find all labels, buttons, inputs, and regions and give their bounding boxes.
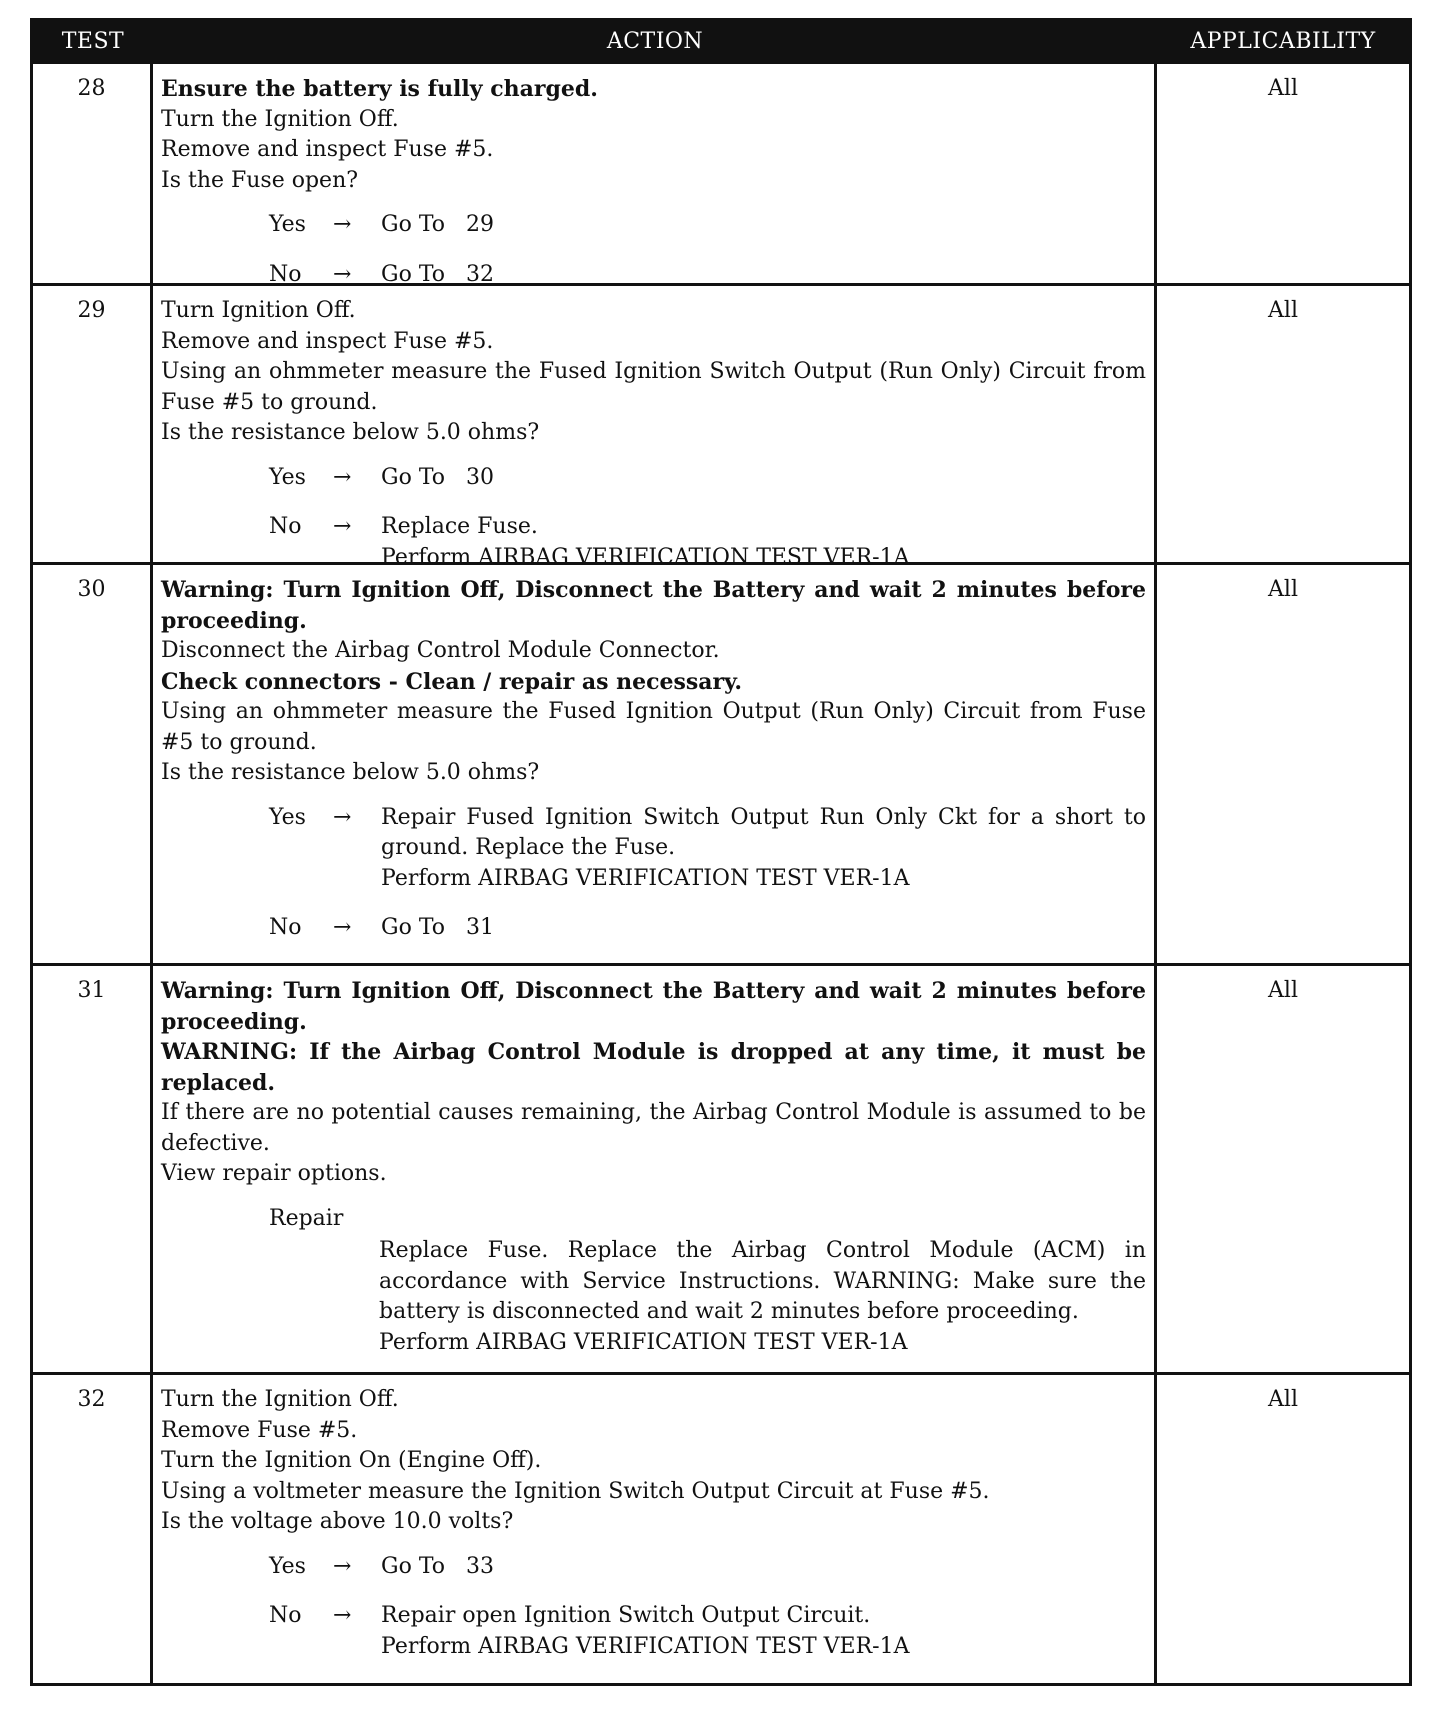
applicability-cell: All xyxy=(1268,298,1298,323)
no-choice xyxy=(161,512,1146,573)
no-result: Go To 31 xyxy=(381,915,494,940)
test-number: 28 xyxy=(33,64,153,302)
yes-choice xyxy=(161,1552,1146,1583)
action-line: Remove and inspect Fuse #5. xyxy=(161,328,494,354)
applicability-cell: All xyxy=(1268,76,1298,101)
repair-text: Replace Fuse. Replace the Airbag Control Module (ACM) in accordance with Service Instructions. WARNING: Make sure the battery is disconnected and wait 2 minutes before proceeding. Perform AIRBAG VERIFICATION TEST VER-1A xyxy=(379,1238,1146,1355)
choices xyxy=(161,210,1146,290)
action-line: Check connectors - Clean / repair as necessary. xyxy=(161,668,743,695)
action-line: Warning: Turn Ignition Off, Disconnect the Battery and wait 2 minutes before proceeding. xyxy=(161,978,1146,1035)
no-result: Go To 32 xyxy=(381,261,494,287)
action-line: Using a voltmeter measure the Ignition Switch Output Circuit at Fuse #5. xyxy=(161,1478,990,1504)
action-line: Turn the Ignition Off. xyxy=(161,1387,399,1412)
header-applicability: APPLICABILITY xyxy=(1190,28,1376,54)
action-line: Is the resistance below 5.0 ohms? xyxy=(161,420,540,445)
arrow-icon: → xyxy=(333,464,352,490)
choices xyxy=(161,803,1146,944)
no-label: No xyxy=(269,261,302,287)
test-number: 30 xyxy=(33,565,153,963)
yes-result: Repair Fused Ignition Switch Output Run Only Ckt for a short to ground. Replace the Fuse. Perform AIRBAG VERIFICATION TEST VER-1A xyxy=(381,804,1146,891)
arrow-icon: → xyxy=(333,261,352,287)
no-label: No xyxy=(269,915,302,940)
table-row xyxy=(33,61,1409,287)
action-line: Turn Ignition Off. xyxy=(161,298,356,323)
action-cell xyxy=(153,565,1157,963)
action-line: Turn the Ignition On (Engine Off). xyxy=(161,1448,542,1473)
action-line: If there are no potential causes remaining, the Airbag Control Module is assumed to be defective. xyxy=(161,1100,1146,1156)
no-choice xyxy=(161,913,1146,944)
yes-choice xyxy=(161,210,1146,241)
table-row xyxy=(33,283,1409,570)
diagnostic-table xyxy=(30,18,1412,1686)
arrow-icon: → xyxy=(333,804,352,830)
choices xyxy=(161,463,1146,574)
action-line: Turn the Ignition Off. xyxy=(161,106,399,132)
action-line: WARNING: If the Airbag Control Module is dropped at any time, it must be replaced. xyxy=(161,1039,1146,1096)
table-row xyxy=(33,963,1409,1372)
yes-result: Go To 29 xyxy=(381,212,494,237)
action-line: Warning: Turn Ignition Off, Disconnect the Battery and wait 2 minutes before proceeding. xyxy=(161,577,1146,634)
yes-result: Go To 33 xyxy=(381,1553,494,1579)
applicability-cell: All xyxy=(1268,978,1298,1003)
no-result: Replace Fuse. Perform AIRBAG VERIFICATION TEST VER-1A xyxy=(381,514,910,570)
yes-label: Yes xyxy=(269,212,306,237)
action-line: Using an ohmmeter measure the Fused Ignition Output (Run Only) Circuit from Fuse #5 to ground. xyxy=(161,699,1146,755)
action-line: Ensure the battery is fully charged. xyxy=(161,76,598,102)
table-row xyxy=(33,1372,1409,1683)
action-line: Is the resistance below 5.0 ohms? xyxy=(161,760,540,785)
action-line: Is the Fuse open? xyxy=(161,167,359,193)
arrow-icon: → xyxy=(333,514,352,539)
yes-result: Go To 30 xyxy=(381,464,494,490)
action-line: Remove and inspect Fuse #5. xyxy=(161,137,494,162)
yes-label: Yes xyxy=(269,464,306,490)
no-label: No xyxy=(269,1603,302,1628)
action-line: Using an ohmmeter measure the Fused Ignition Switch Output (Run Only) Circuit from Fuse #5 to ground. xyxy=(161,359,1146,415)
yes-label: Yes xyxy=(269,1553,306,1579)
arrow-icon: → xyxy=(333,915,352,940)
arrow-icon: → xyxy=(333,1603,352,1628)
test-number: 32 xyxy=(33,1375,153,1683)
yes-label: Yes xyxy=(269,804,306,830)
action-line: Disconnect the Airbag Control Module Connector. xyxy=(161,638,720,663)
action-cell xyxy=(153,286,1157,585)
no-result: Repair open Ignition Switch Output Circuit. Perform AIRBAG VERIFICATION TEST VER-1A xyxy=(381,1603,910,1659)
yes-choice xyxy=(161,803,1146,895)
test-number: 31 xyxy=(33,966,153,1372)
action-line: View repair options. xyxy=(161,1161,387,1186)
action-line: Is the voltage above 10.0 volts? xyxy=(161,1509,514,1534)
action-line: Remove Fuse #5. xyxy=(161,1417,358,1443)
choices xyxy=(161,1552,1146,1663)
table-row xyxy=(33,562,1409,963)
no-label: No xyxy=(269,514,302,539)
action-cell xyxy=(153,1375,1157,1683)
no-choice xyxy=(161,1601,1146,1662)
test-number: 29 xyxy=(33,286,153,585)
table-header xyxy=(33,21,1409,61)
applicability-cell: All xyxy=(1268,1387,1298,1412)
header-action: ACTION xyxy=(606,28,704,54)
arrow-icon: → xyxy=(333,1553,352,1579)
action-cell xyxy=(153,64,1157,302)
applicability-cell: All xyxy=(1268,577,1298,602)
repair-label: Repair xyxy=(269,1205,344,1231)
yes-choice xyxy=(161,463,1146,494)
arrow-icon: → xyxy=(333,212,352,237)
action-cell xyxy=(153,966,1157,1372)
header-test: TEST xyxy=(61,28,125,54)
